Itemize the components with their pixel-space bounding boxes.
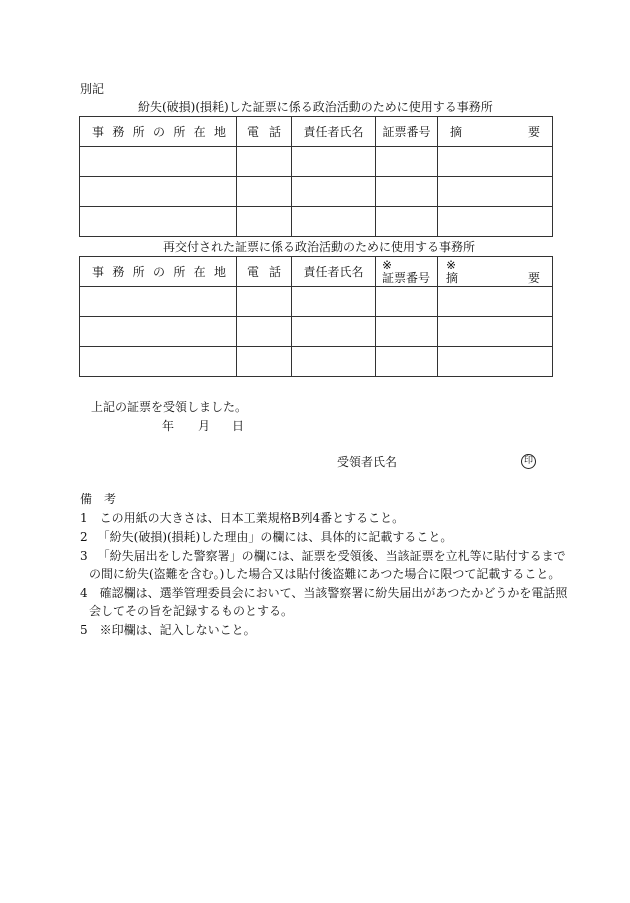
- table2-header-row: [80, 257, 553, 287]
- col-tekiyo-header: ※ 摘 要: [438, 257, 553, 287]
- table2-title: 再交付された証票に係る政治活動のために使用する事務所: [163, 240, 476, 254]
- cell-address[interactable]: [80, 347, 237, 377]
- col-phone-header: 電 話: [237, 117, 292, 147]
- note-item-3-continued: の間に紛失(盗難を含む。)した場合又は貼付後盗難にあつた場合に限つて記載すること。: [89, 567, 561, 581]
- notes-heading: 備 考: [80, 492, 117, 506]
- note-item-4-continued: 会してその旨を記録するものとする。: [89, 604, 294, 618]
- cell-address[interactable]: [80, 177, 237, 207]
- col-cert-no-header: 証票番号: [376, 117, 438, 147]
- cell-responsible[interactable]: [292, 177, 376, 207]
- note-item-2: 2 「紛失(破損)(損耗)した理由」の欄には、具体的に記載すること。: [80, 530, 453, 544]
- cell-responsible[interactable]: [292, 287, 376, 317]
- date-day-label: 日: [232, 419, 245, 433]
- cell-phone[interactable]: [237, 317, 292, 347]
- table-row: [80, 347, 553, 377]
- cell-responsible[interactable]: [292, 207, 376, 237]
- cell-tekiyo[interactable]: [438, 147, 553, 177]
- recipient-name-label: 受領者氏名: [337, 455, 398, 469]
- date-year-label: 年: [162, 419, 175, 433]
- cell-cert-no[interactable]: [376, 347, 438, 377]
- col-phone-header: 電 話: [237, 257, 292, 287]
- table-row: [80, 317, 553, 347]
- note-item-4: 4 確認欄は、選挙管理委員会において、当該警察署に紛失届出があつたかどうかを電話照: [80, 586, 568, 600]
- betsuki-label: 別記: [80, 82, 105, 96]
- table1-title: 紛失(破損)(損耗)した証票に係る政治活動のために使用する事務所: [138, 100, 493, 114]
- cell-responsible[interactable]: [292, 147, 376, 177]
- cell-tekiyo[interactable]: [438, 207, 553, 237]
- cell-cert-no[interactable]: [376, 177, 438, 207]
- cell-address[interactable]: [80, 317, 237, 347]
- table-row: [80, 147, 553, 177]
- note-item-3: 3 「紛失届出をした警察署」の欄には、証票を受領後、当該証票を立札等に貼付するまで: [80, 549, 566, 563]
- col-address-header: 事 務 所 の 所 在 地: [80, 117, 237, 147]
- table-lost-certificate-offices: [79, 116, 553, 237]
- date-month-label: 月: [198, 419, 211, 433]
- col-tekiyo-header: 摘 要: [438, 117, 553, 147]
- cell-cert-no[interactable]: [376, 287, 438, 317]
- cell-tekiyo[interactable]: [438, 317, 553, 347]
- cell-phone[interactable]: [237, 287, 292, 317]
- cell-phone[interactable]: [237, 177, 292, 207]
- cell-cert-no[interactable]: [376, 207, 438, 237]
- col-responsible-header: 責任者氏名: [292, 117, 376, 147]
- col-cert-no-header: ※ 証票番号: [376, 257, 438, 287]
- mark-note: ※: [382, 257, 393, 272]
- table-row: [80, 207, 553, 237]
- cell-phone[interactable]: [237, 207, 292, 237]
- cell-cert-no[interactable]: [376, 317, 438, 347]
- receipt-statement: 上記の証票を受領しました。: [91, 400, 248, 414]
- table-row: [80, 177, 553, 207]
- cell-address[interactable]: [80, 207, 237, 237]
- cell-tekiyo[interactable]: [438, 347, 553, 377]
- cell-tekiyo[interactable]: [438, 287, 553, 317]
- mark-note: ※: [446, 257, 457, 272]
- col-responsible-header: 責任者氏名: [292, 257, 376, 287]
- table-row: [80, 287, 553, 317]
- note-item-1: 1 この用紙の大きさは、日本工業規格B列4番とすること。: [80, 511, 405, 525]
- cell-address[interactable]: [80, 287, 237, 317]
- cell-responsible[interactable]: [292, 347, 376, 377]
- note-item-5: 5 ※印欄は、記入しないこと。: [80, 623, 256, 637]
- cell-tekiyo[interactable]: [438, 177, 553, 207]
- cell-address[interactable]: [80, 147, 237, 177]
- cell-responsible[interactable]: [292, 317, 376, 347]
- cell-cert-no[interactable]: [376, 147, 438, 177]
- cell-phone[interactable]: [237, 347, 292, 377]
- seal-icon: 印: [521, 454, 536, 469]
- table1-header-row: [80, 117, 553, 147]
- table-reissued-certificate-offices: [79, 256, 553, 377]
- col-address-header: 事 務 所 の 所 在 地: [80, 257, 237, 287]
- cell-phone[interactable]: [237, 147, 292, 177]
